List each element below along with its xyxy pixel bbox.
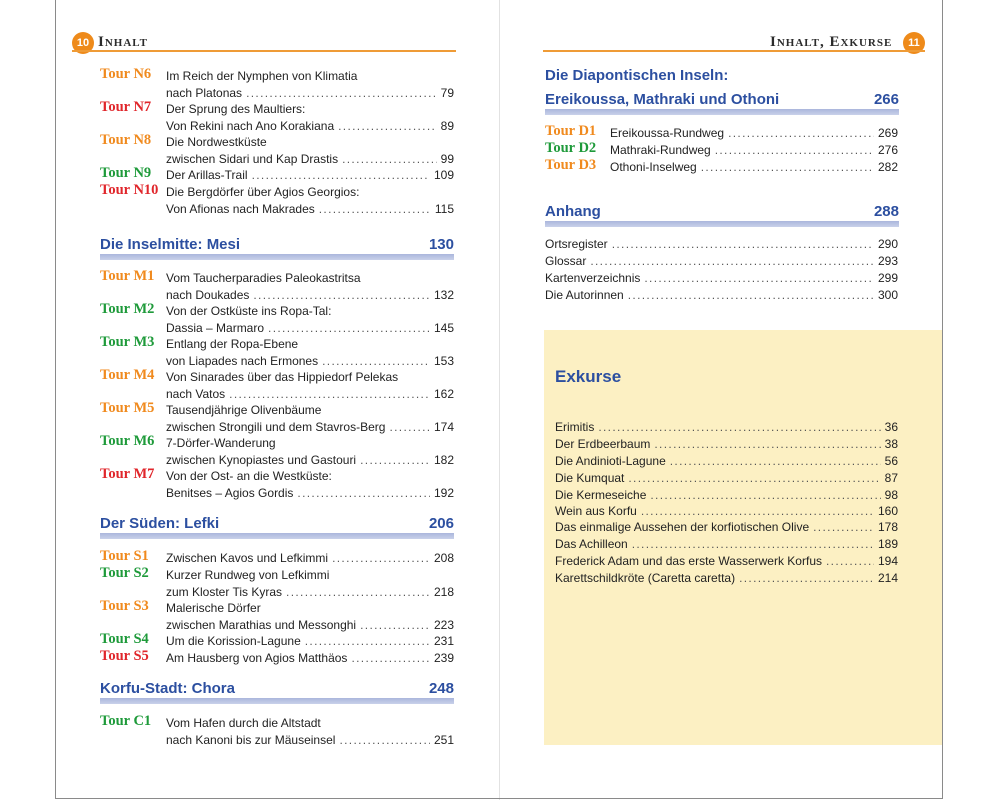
section-heading-lefki[interactable] [100,515,454,532]
section-title: Anhang [545,203,601,220]
section-page: 130 [428,236,454,253]
tour-code[interactable]: Tour M7 [100,466,155,482]
section-title: Die Inselmitte: Mesi [100,236,241,253]
tour-code[interactable]: Tour D2 [545,140,597,156]
tour-code[interactable]: Tour M4 [100,367,155,383]
toc-line: Von der Ostküste ins Ropa-Tal: [166,304,332,318]
section-rule [100,254,454,260]
section-title: Die Diapontischen Inseln: [545,67,729,84]
toc-line: Die Nordwestküste [166,135,267,149]
toc-line[interactable]: nach Kanoni bis zur Mäuseinsel . . . 251 [166,732,454,749]
section-page: 266 [873,91,899,108]
exkurs-item[interactable]: Die Kumquat . . . 87 [555,470,898,487]
section-heading-anhang[interactable] [545,203,899,220]
section-page: 248 [428,680,454,697]
header-rule-left [72,50,456,52]
exkurs-item[interactable]: Karettschildkröte (Caretta caretta) . . . 214 [555,570,898,587]
tour-code[interactable]: Tour D3 [545,157,597,173]
section-page: 206 [428,515,454,532]
section-heading-diapontic[interactable] [545,91,899,108]
tour-code[interactable]: Tour N7 [100,99,152,115]
tour-code[interactable]: Tour N8 [100,132,152,148]
toc-line[interactable]: Ereikoussa-Rundweg . . . 269 [610,125,898,142]
section-rule [100,533,454,539]
exkurs-item[interactable]: Die Kermeseiche . . . 98 [555,487,898,504]
toc-line[interactable]: nach Doukades . . . 132 [166,287,454,304]
tour-code[interactable]: Tour S1 [100,548,149,564]
section-rule [545,221,899,227]
exkurs-item[interactable]: Das Achilleon . . . 189 [555,536,898,553]
section-title: Der Süden: Lefki [100,515,220,532]
section-rule [545,109,899,115]
tour-code[interactable]: Tour N6 [100,66,152,82]
section-heading-diapontic-line1 [545,67,899,84]
section-heading-chora[interactable] [100,680,454,697]
exkurs-item[interactable]: Erimitis . . . 36 [555,419,898,436]
toc-line[interactable]: nach Platonas . . . 79 [166,85,454,102]
toc-line: Kurzer Rundweg von Lefkimmi [166,568,330,582]
exkurse-title: Exkurse [555,367,622,386]
toc-line[interactable]: Die Autorinnen . . . 300 [545,287,898,304]
toc-line[interactable]: zwischen Marathias und Messonghi . . . 223 [166,617,454,634]
toc-line: Malerische Dörfer [166,601,261,615]
toc-line: Der Sprung des Maultiers: [166,102,306,116]
running-header-right: Inhalt, Exkurse [770,34,893,50]
page-number-left: 10 [72,32,94,54]
tour-code[interactable]: Tour M2 [100,301,155,317]
toc-line: Von der Ost- an die Westküste: [166,469,332,483]
tour-code[interactable]: Tour N10 [100,182,159,198]
toc-line: Im Reich der Nymphen von Klimatia [166,69,358,83]
toc-line[interactable]: Um die Korission-Lagune . . . 231 [166,633,454,650]
toc-line[interactable]: Kartenverzeichnis . . . 299 [545,270,898,287]
tour-code[interactable]: Tour S5 [100,648,149,664]
toc-line[interactable]: Mathraki-Rundweg . . . 276 [610,142,898,159]
toc-line[interactable]: Glossar . . . 293 [545,253,898,270]
section-rule [100,698,454,704]
toc-line: Tausendjährige Olivenbäume [166,403,322,417]
toc-line: Vom Taucherparadies Paleokastritsa [166,271,361,285]
running-header-left: Inhalt [98,34,148,50]
section-page: 288 [873,203,899,220]
toc-line[interactable]: Dassia – Marmaro . . . 145 [166,320,454,337]
tour-code[interactable]: Tour M5 [100,400,155,416]
toc-line[interactable]: zum Kloster Tis Kyras . . . 218 [166,584,454,601]
section-title: Korfu-Stadt: Chora [100,680,235,697]
exkurs-item[interactable]: Die Andinioti-Lagune . . . 56 [555,453,898,470]
tour-code[interactable]: Tour C1 [100,713,152,729]
tour-code[interactable]: Tour S3 [100,598,149,614]
toc-line[interactable]: Von Afionas nach Makrades . . . 115 [166,201,454,218]
exkurs-item[interactable]: Der Erdbeerbaum . . . 38 [555,436,898,453]
tour-code[interactable]: Tour M3 [100,334,155,350]
gutter [499,0,500,800]
tour-code[interactable]: Tour S2 [100,565,149,581]
toc-line: Entlang der Ropa-Ebene [166,337,299,351]
header-rule-right [543,50,925,52]
exkurs-item[interactable]: Frederick Adam und das erste Wasserwerk Korfus . . . 194 [555,553,898,570]
toc-line: Vom Hafen durch die Altstadt [166,716,321,730]
tour-code[interactable]: Tour S4 [100,631,149,647]
toc-line[interactable]: Von Rekini nach Ano Korakiana . . . 89 [166,118,454,135]
toc-line[interactable]: zwischen Strongili und dem Stavros-Berg . . . 174 [166,419,454,436]
exkurs-item[interactable]: Wein aus Korfu . . . 160 [555,503,898,520]
toc-line: 7-Dörfer-Wanderung [166,436,276,450]
section-heading-mesi[interactable] [100,236,454,253]
exkurs-item[interactable]: Das einmalige Aussehen der korfiotischen Olive . . . 178 [555,519,898,536]
toc-line[interactable]: Am Hausberg von Agios Matthäos . . . 239 [166,650,454,667]
toc-line[interactable]: Zwischen Kavos und Lefkimmi . . . 208 [166,550,454,567]
tour-code[interactable]: Tour N9 [100,165,152,181]
tour-code[interactable]: Tour M6 [100,433,155,449]
toc-line[interactable]: Othoni-Inselweg . . . 282 [610,159,898,176]
page-number-right: 11 [903,32,925,54]
section-title: Ereikoussa, Mathraki und Othoni [545,91,780,108]
tour-code[interactable]: Tour D1 [545,123,597,139]
toc-line: Von Sinarades über das Hippiedorf Pelekas [166,370,399,384]
toc-line[interactable]: nach Vatos . . . 162 [166,386,454,403]
toc-line: Die Bergdörfer über Agios Georgios: [166,185,360,199]
tour-code[interactable]: Tour M1 [100,268,155,284]
toc-line[interactable]: Der Arillas-Trail . . . 109 [166,167,454,184]
toc-line[interactable]: von Liapades nach Ermones . . . 153 [166,353,454,370]
toc-line[interactable]: zwischen Kynopiastes und Gastouri . . . 182 [166,452,454,469]
toc-line[interactable]: zwischen Sidari und Kap Drastis . . . 99 [166,151,454,168]
toc-line[interactable]: Ortsregister . . . 290 [545,236,898,253]
toc-line[interactable]: Benitses – Agios Gordis . . . 192 [166,485,454,502]
